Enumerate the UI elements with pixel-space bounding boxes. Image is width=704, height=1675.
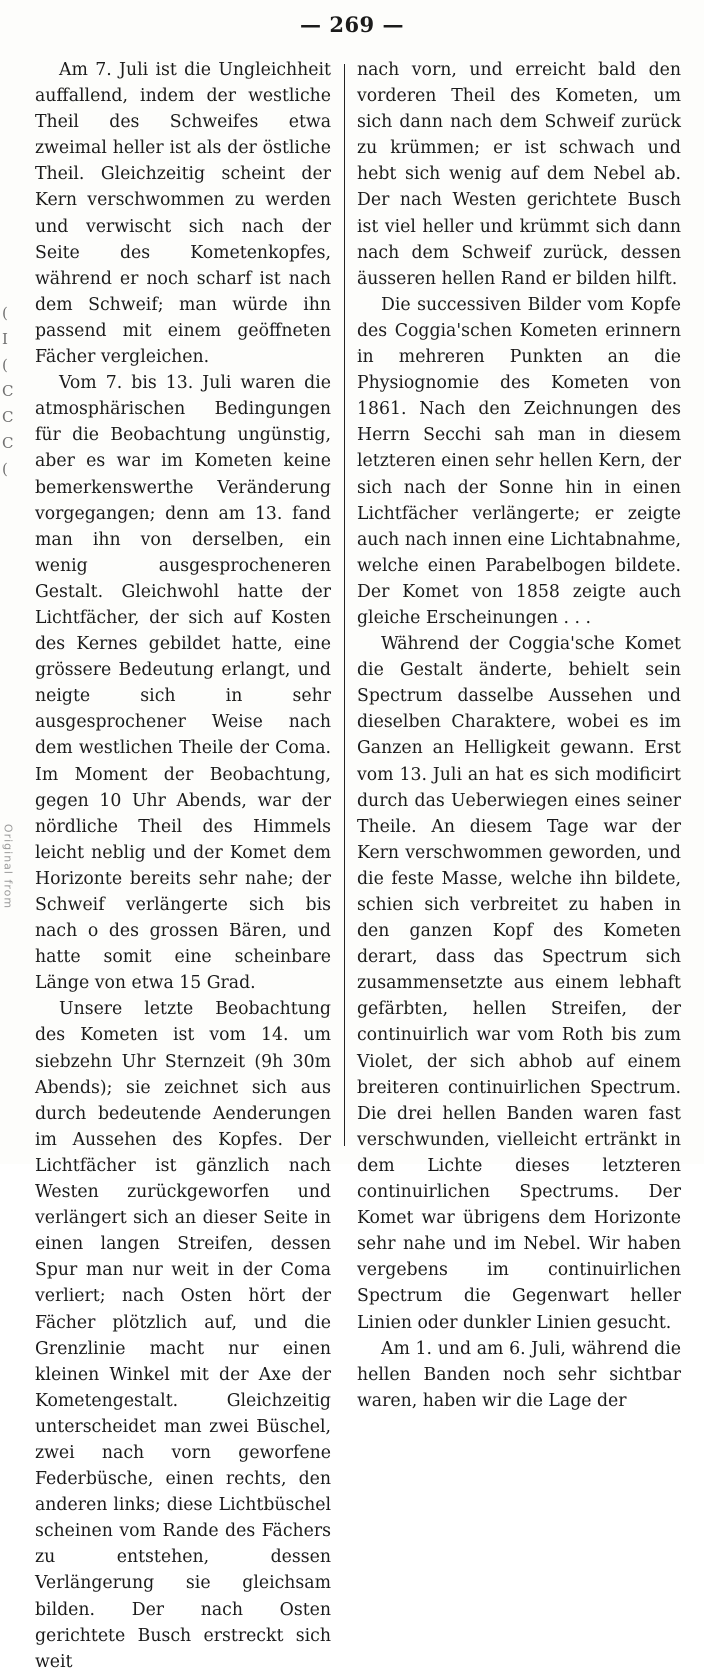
column-divider [344,64,345,1146]
margin-scan-fragments [2,300,13,482]
margin-fragment: ( [2,460,8,478]
paragraph: Am 1. und am 6. Juli, während die hellen Banden noch sehr sichtbar waren, haben wir die Lage der [357,1338,681,1411]
paragraph: Am 7. Juli ist die Ungleichheit auffallend, indem der westliche Theil des Schweifes etwa zweimal heller ist als der östliche Theil. Gleichzeitig scheint der Kern verschwommen zu werden und verwischt sich nach der Seite des Kometenkopfes, während er noch scharf ist nach dem Schweif; man würde ihn passend mit einem geöffneten Fächer vergleichen. [35,60,331,368]
margin-fragment: ( [2,356,8,374]
paragraph: Vom 7. bis 13. Juli waren die atmosphärischen Bedingungen für die Beobachtung ungünstig, aber es war im Kometen keine bemerkenswerthe Veränderung vorgegangen; denn am 13. fand man ihn von derselben, ein wenig ausgesprocheneren Gestalt. Gleichwohl hatte der Lichtfächer, der sich auf Kosten des Kernes gebildet hatte, eine grössere Bedeutung erlangt, und neigte sich in sehr ausgesprochener Weise nach dem westlichen Theile der Coma. Im Moment der Beobachtung, gegen 10 Uhr Abends, war der nördliche Theil des Himmels leicht neblig und der Komet dem Horizonte bereits sehr nahe; der Schweif verlängerte sich bis nach o des grossen Bären, und hatte somit eine scheinbare Länge von etwa 15 Grad. [35,373,331,994]
paragraph: Unsere letzte Beobachtung des Kometen ist vom 14. um siebzehn Uhr Sternzeit (9h 30m Abends); sie zeichnet sich aus durch bedeutende Aenderungen im Aussehen des Kopfes. Der Lichtfächer ist gänzlich nach Westen zurückgeworfen und verlängert sich an dieser Seite in einen langen Streifen, dessen Spur man nur weit in der Coma verliert; nach Osten hört der Fächer plötzlich auf, und die Grenzlinie macht nur einen kleinen Winkel mit der Axe der Kometengestalt. Gleichzeitig unterscheidet man zwei Büschel, zwei nach vorn geworfene Federbüsche, einen rechts, den anderen links; diese Lichtbüschel scheinen vom Rande des Fächers zu entstehen, dessen Verlängerung sie gleichsam bilden. Der nach Osten gerichtete Busch erstreckt sich weit [35,999,331,1672]
right-column [357,57,681,1414]
margin-fragment: ( [2,304,8,322]
margin-fragment: C [2,382,14,400]
margin-fragment: I [2,330,8,348]
left-column [35,57,331,1675]
paragraph: Die successiven Bilder vom Kopfe des Coggia'schen Kometen erinnern in mehreren Punkten an die Physiognomie des Kometen von 1861. Nach den Zeichnungen des Herrn Secchi sah man in diesem letzteren einen sehr hellen Kern, der sich nach der Sonne hin in einen Lichtfächer verlängerte; er zeigte auch nach innen eine Lichtabnahme, welche einen Parabelbogen bildete. Der Komet von 1858 zeigte auch gleiche Erscheinungen . . . [357,294,681,628]
page-number: — 269 — [300,12,404,37]
margin-fragment: C [2,434,14,452]
paragraph: nach vorn, und erreicht bald den vorderen Theil des Kometen, um sich dann nach dem Schweif zurück zu krümmen; er ist schwach und hebt sich wenig auf dem Nebel ab. Der nach Westen gerichtete Busch ist viel heller und krümmt sich dann nach dem Schweif zurück, dessen äusseren hellen Rand er bilden hilft. [357,60,681,289]
paragraph: Während der Coggia'sche Komet die Gestalt änderte, behielt sein Spectrum dasselbe Aussehen und dieselben Charaktere, wobei es im Ganzen an Helligkeit gewann. Erst vom 13. Juli an hat es sich modificirt durch das Ueberwiegen eines seiner Theile. An diesem Tage war der Kern verschwommen geworden, und die feste Masse, welche ihn bildete, schien sich verbreitet zu haben in den ganzen Kopf des Kometen derart, dass das Spectrum sich zusammensetzte aus einem lebhaft gefärbten, hellen Streifen, der continuirlich war vom Roth bis zum Violet, der sich abhob auf einem breiteren continuirlichen Spectrum. Die drei hellen Banden waren fast verschwunden, vielleicht ertränkt in dem Lichte dieses letzteren continuirlichen Spectrums. Der Komet war übrigens dem Horizonte sehr nahe und im Nebel. Wir haben vergebens im continuirlichen Spectrum die Gegenwart heller Linien oder dunkler Linien gesucht. [357,634,681,1333]
library-watermark: Original from [1,823,15,910]
margin-fragment: C [2,408,14,426]
